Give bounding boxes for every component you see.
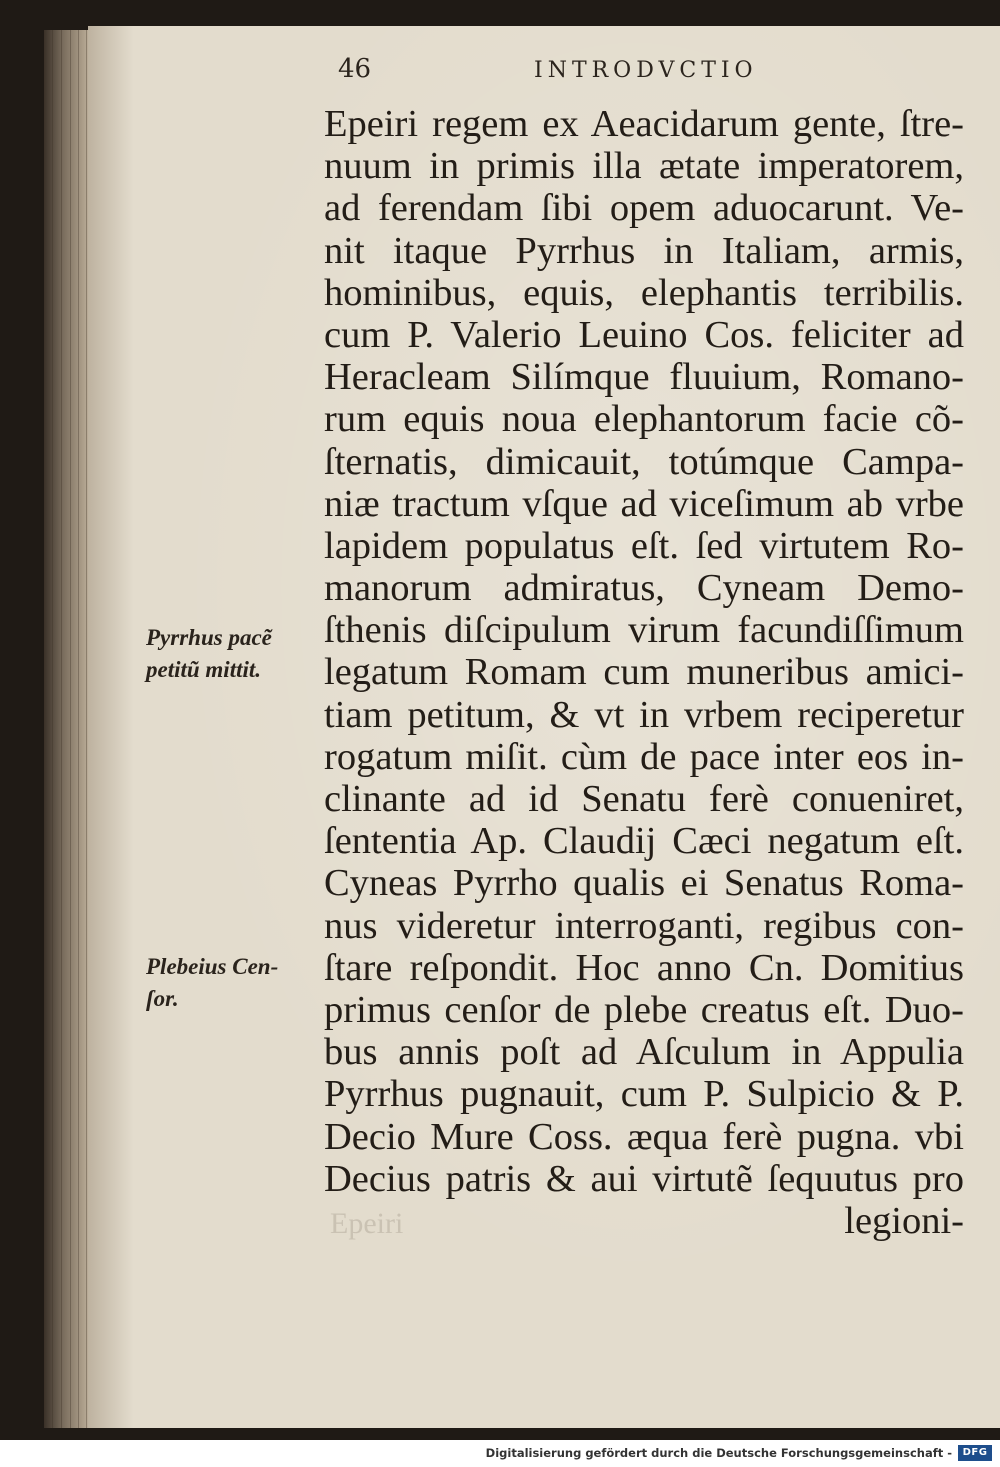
text-line: nuum in primis illa ætate imperatorem, [324,145,964,188]
text-line: cum P. Valerio Leuino Cos. feliciter ad [324,313,964,356]
text-line: rum equis noua elephantorum facie cõ- [324,398,964,441]
text-line: Cyneas Pyrrho qualis ei Senatus Roma- [324,862,964,905]
text-line: Pyrrhus pugnauit, cum P. Sulpicio & P. [324,1073,964,1116]
digitization-footer [0,1440,1000,1467]
text-line: ſternatis, dimicauit, totúmque Campa- [324,440,964,483]
text-line: nit itaque Pyrrhus in Italiam, armis, [324,229,964,272]
text-line: primus cenſor de plebe creatus eſt. Duo- [324,988,964,1031]
text-line: hominibus, equis, elephantis terribilis. [324,271,964,314]
text-line: ſtare reſpondit. Hoc anno Cn. Domitius [324,946,964,989]
text-line: Epeiri regem ex Aeacidarum gente, ſtre- [324,103,964,145]
text-line: rogatum miſit. cùm de pace inter eos in- [324,735,964,778]
text-line: tiam petitum, & vt in vrbem reciperetur [324,693,964,736]
text-line: Heracleam Silímque fluuium, Romano- [324,356,964,399]
show-through-text: Epeiri [330,1207,404,1240]
text-line: nus videretur interroganti, regibus con- [324,904,964,947]
body-text [324,103,964,1242]
margin-note-pyrrhus [146,622,272,686]
text-line: Decio Mure Coss. æqua ferè pugna. vbi [324,1115,964,1158]
text-line: manorum admiratus, Cyneam Demo- [324,567,964,610]
text-line: bus annis poſt ad Aſculum in Appulia [324,1031,964,1074]
page-number: 46 [338,54,372,84]
book-page-edges [44,30,94,1428]
text-line: lapidem populatus eſt. ſed virtutem Ro- [324,524,964,567]
margin-note-plebeius-censor [146,951,278,1015]
text-line: ad ferendam ſibi opem aduocarunt. Ve- [324,187,964,230]
text-line: legatum Romam cum muneribus amici- [324,651,964,694]
running-head: INTRODVCTIO [534,58,758,83]
text-line: ſthenis diſcipulum virum facundiſſimum [324,609,964,652]
margin-note-line: ſor. [146,986,179,1011]
margin-note-line: petitũ mittit. [146,657,262,682]
page-header [338,52,808,98]
text-line: ſententia Ap. Claudij Cæci negatum eſt. [324,820,964,863]
margin-note-line: Plebeius Cen- [146,954,279,979]
text-line: niæ tractum vſque ad viceſimum ab vrbe [324,482,964,525]
footer-credit: Digitalisierung gefördert durch die Deutsche Forschungsgemeinschaft - [485,1446,952,1460]
text-line: Decius patris & aui virtutẽ ſequutus pro [324,1157,964,1200]
margin-note-line: Pyrrhus pacẽ [146,625,272,650]
text-line: clinante ad id Senatu ferè conueniret, [324,778,964,820]
catchword-line: legioni- [844,1199,964,1242]
dfg-logo: DFG [958,1445,992,1461]
